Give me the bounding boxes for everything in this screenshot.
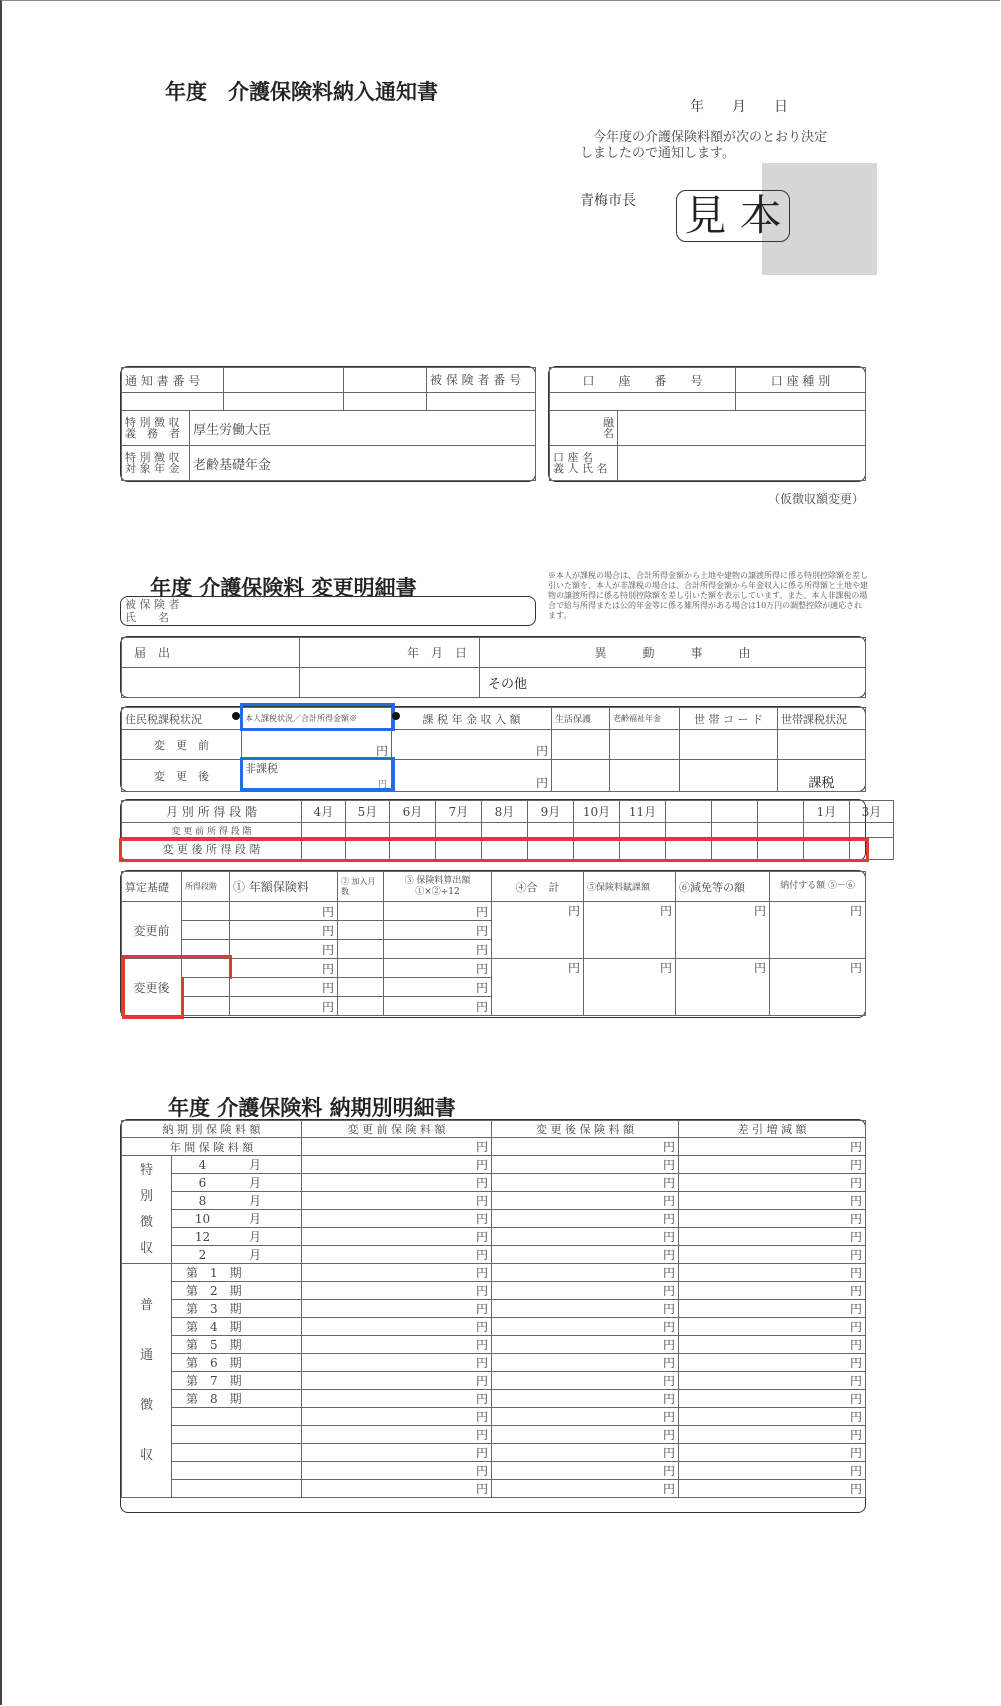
special-month-unit: 月 [248,1248,261,1262]
tax-header-household-code: 世 帯 コ ー ド [680,708,778,730]
yen-cell: 円 [302,1192,492,1210]
yen-cell: 円 [302,1372,492,1390]
normal-row [122,1462,866,1480]
month-header-2: 6月 [390,801,436,823]
special-month-unit: 月 [248,1158,261,1172]
special-row [122,1210,866,1228]
special-group-char: 収 [139,1240,153,1256]
yen-cell: 円 [679,1390,866,1408]
special-row [122,1246,866,1264]
yen-cell: 円 [302,1156,492,1174]
yen-cell: 円 [492,1426,679,1444]
notice-title: 年度 介護保険料納入通知書 [165,80,438,104]
special-month-num: 12 [194,1230,211,1244]
schedule-header-diff: 差 引 増 減 額 [679,1121,866,1138]
yen-cell: 円 [302,1264,492,1282]
normal-group-char: 通 [139,1347,153,1363]
calc-header-computed: ③ 保険料算出額 ①×②÷12 [384,872,492,902]
yen-cell: 円 [679,1264,866,1282]
normal-row [122,1264,866,1282]
blue-highlight-personal-header [240,703,395,731]
month-header-10 [758,801,804,823]
yen-cell: 円 [492,1372,679,1390]
calc-header-assessed: ⑤保険料賦課額 [584,872,676,902]
calc-header-total: ④合 計 [492,872,584,902]
yen-cell: 円 [302,1354,492,1372]
yen-cell: 円 [302,1390,492,1408]
special-group-char: 特 [139,1162,153,1178]
notification-label: 届 出 [122,638,300,668]
normal-period-label [172,1480,302,1498]
yen-cell: 円 [492,1210,679,1228]
calc-table: 算定基礎 所得段階 ① 年額保険料 ② 加入月数 ③ 保険料算出額 ①×②÷12 ④合 計 ⑤保険料賦課額 ⑥減免等の額 納付する額 ⑤－⑥ 変更前 円 円 円 円 円 円 円 円 円 円 変更後 円 円 円 円 円 円 円 円 円 円 [121,871,866,1016]
yen-cell: 円 [302,1480,492,1498]
special-month-num: 8 [198,1194,207,1208]
month-header-6: 10月 [574,801,620,823]
account-table [549,367,866,481]
special-row [122,1174,866,1192]
special-group-char: 徴 [139,1214,153,1230]
yen-cell: 円 [679,1192,866,1210]
month-header-3: 7月 [436,801,482,823]
month-before-cell-5 [528,823,574,838]
normal-row [122,1318,866,1336]
marker-dot-right [392,712,400,720]
schedule-title: 年度 介護保険料 納期別明細書 [168,1096,456,1120]
normal-collection-rows [122,1264,866,1498]
reason-label: 異 動 事 由 [480,638,866,668]
yen-cell: 円 [492,1264,679,1282]
normal-period-label [172,1426,302,1444]
yen-cell: 円 [302,1210,492,1228]
holder-label: 口 座 名 義 人 氏 名 [550,446,618,481]
month-before-cell-11 [804,823,850,838]
yen-cell: 円 [492,1156,679,1174]
yen-cell: 円 [679,1444,866,1462]
decision-text-2: しましたので通知します。 [580,146,735,161]
blue-highlight-nontaxable [240,757,395,791]
sample-stamp: 見 本 [676,190,790,242]
month-before-cell-7 [620,823,666,838]
month-before-cell-2 [390,823,436,838]
month-before-cell-0 [302,823,346,838]
yen-cell: 円 [679,1426,866,1444]
special-month-unit: 月 [248,1194,261,1208]
yen-cell: 円 [492,1282,679,1300]
yen-cell: 円 [679,1336,866,1354]
yen-cell: 円 [679,1228,866,1246]
month-before-cell-1 [346,823,390,838]
special-collection-rows [122,1156,866,1264]
month-before-cell-3 [436,823,482,838]
special-month-label [172,1228,302,1246]
normal-row [122,1426,866,1444]
yen-cell: 円 [302,1336,492,1354]
normal-row [122,1336,866,1354]
normal-period-label: 第 1 期 [172,1264,302,1282]
special-group-char: 別 [139,1188,153,1204]
yen-cell: 円 [302,1426,492,1444]
yen-cell: 円 [679,1354,866,1372]
calc-header-reduction: ⑥減免等の額 [676,872,770,902]
notice-date: 年 月 日 [690,99,788,115]
special-month-label [172,1156,302,1174]
normal-row [122,1300,866,1318]
special-month-num: 2 [198,1248,207,1262]
normal-group-char: 収 [139,1447,153,1463]
schedule-header-by-period: 納 期 別 保 険 料 額 [122,1121,302,1138]
normal-group-char: 徴 [139,1397,153,1413]
pension-value: 老齢基礎年金 [190,446,536,481]
normal-period-label: 第 2 期 [172,1282,302,1300]
insured-name-box [120,596,536,626]
withholder-label: 特 別 徴 収 義 務 者 [122,411,190,446]
yen-cell: 円 [302,1246,492,1264]
normal-row [122,1372,866,1390]
special-month-unit: 月 [248,1212,261,1226]
red-highlight-after-stage-bottom [122,977,184,1019]
special-row [122,1228,866,1246]
notification-table [121,637,866,698]
change-note: ※本人が課税の場合は、合計所得金額から土地や建物の譲渡所得に係る特別控除額を差し引いた額を、本人が非課税の場合は、合計所得金額から年金収入に係る所得額と土地や建物の譲渡所得に係る特別控除額を差し引いた額を表示しています。また、本人非課税の場合で給与所得または公的年金等に係る雑所得がある場合は10万円の調整控除が適応されます。 [548,571,868,620]
yen-cell: 円 [679,1318,866,1336]
month-header-1: 5月 [346,801,390,823]
tax-header-resident: 住民税課税状況 [122,708,242,730]
yen-cell: 円 [302,1282,492,1300]
insured-name-label: 被 保 険 者 氏 名 [125,598,180,624]
month-header-4: 8月 [482,801,528,823]
yen-cell: 円 [492,1318,679,1336]
tax-header-pension: 課 税 年 金 収 入 額 [392,708,552,730]
normal-period-label: 第 6 期 [172,1354,302,1372]
yen-cell: 円 [492,1192,679,1210]
normal-row [122,1282,866,1300]
marker-dot-left [232,712,240,720]
yen-cell: 円 [492,1408,679,1426]
normal-period-label [172,1444,302,1462]
account-no-label: 口 座 番 号 [550,368,736,393]
normal-row [122,1444,866,1462]
calc-after-label: 変更後 [122,959,182,1016]
yen-cell: 円 [679,1156,866,1174]
reason-value: その他 [480,668,866,698]
yen-cell: 円 [679,1300,866,1318]
month-header-9 [712,801,758,823]
yen-cell: 円 [492,1444,679,1462]
normal-period-label: 第 7 期 [172,1372,302,1390]
normal-period-label: 第 4 期 [172,1318,302,1336]
normal-period-label [172,1408,302,1426]
yen-cell: 円 [679,1408,866,1426]
yen-cell: 円 [679,1480,866,1498]
special-month-unit: 月 [248,1230,261,1244]
withholder-value: 厚生労働大臣 [190,411,536,446]
yen-cell: 円 [679,1462,866,1480]
mayor-label: 青梅市長 [580,193,636,209]
red-highlight-after-stage-top [122,955,232,979]
notification-date: 年 月 日 [300,638,480,668]
tax-header-household-status: 世帯課税状況 [778,708,866,730]
insured-no-label: 被 保 険 者 番 号 [427,368,536,393]
pension-label: 特 別 徴 収 対 象 年 金 [122,446,190,481]
month-before-cell-8 [666,823,712,838]
account-type-label: 口 座 種 別 [736,368,866,393]
schedule-annual-label: 年 間 保 険 料 額 [122,1138,302,1156]
yen-cell: 円 [302,1228,492,1246]
calc-before-label: 変更前 [122,902,182,959]
yen-cell: 円 [492,1336,679,1354]
yen-cell: 円 [302,1462,492,1480]
schedule-header-after: 変 更 後 保 険 料 額 [492,1121,679,1138]
month-header-5: 9月 [528,801,574,823]
yen-cell: 円 [679,1282,866,1300]
tax-after-label: 変 更 後 [122,760,242,792]
month-header-12: 3月 [850,801,894,823]
calc-header-stage: 所得段階 [182,872,230,902]
yen-cell: 円 [679,1210,866,1228]
month-before-cell-6 [574,823,620,838]
normal-collection-label [122,1264,172,1498]
normal-period-label: 第 8 期 [172,1390,302,1408]
yen-cell: 円 [679,1372,866,1390]
tax-after-status: 非課税 [245,762,278,775]
yen-cell: 円 [679,1246,866,1264]
special-month-num: 4 [198,1158,207,1172]
calc-header-annual: ① 年額保険料 [230,872,338,902]
special-month-num: 6 [198,1176,207,1190]
special-month-num: 10 [194,1212,211,1226]
yen-cell: 円 [302,1174,492,1192]
decision-text-1: 今年度の介護保険料額が次のとおり決定 [593,130,828,145]
special-month-label [172,1246,302,1264]
special-row [122,1192,866,1210]
month-header-7: 11月 [620,801,666,823]
schedule-header-before: 変 更 前 保 険 料 額 [302,1121,492,1138]
calc-header-payable: 納付する額 ⑤－⑥ [770,872,866,902]
month-before-cell-4 [482,823,528,838]
tax-before-label: 変 更 前 [122,730,242,760]
tax-after-status-cell: 非課税 円 [242,760,392,792]
normal-period-label: 第 5 期 [172,1336,302,1354]
normal-group-char: 普 [139,1297,153,1313]
yen-cell: 円 [679,1174,866,1192]
info-table [121,367,536,481]
normal-row [122,1390,866,1408]
special-month-label [172,1210,302,1228]
month-header-8 [666,801,712,823]
tax-header-old-age: 老齢福祉年金 [610,708,680,730]
yen-cell: 円 [492,1390,679,1408]
tax-header-welfare: 生活保護 [552,708,610,730]
month-before-cell-10 [758,823,804,838]
month-header-0: 4月 [302,801,346,823]
month-header-11: 1月 [804,801,850,823]
normal-row [122,1480,866,1498]
normal-period-label [172,1462,302,1480]
red-highlight-after-stage [119,838,869,862]
monthly-before-label: 変 更 前 所 得 段 階 [122,823,302,838]
yen-cell: 円 [302,1408,492,1426]
provisional-note: （仮徴収額変更） [768,492,865,506]
yen-cell: 円 [302,1318,492,1336]
month-before-cell-9 [712,823,758,838]
special-collection-label [122,1156,172,1264]
yen-cell: 円 [492,1300,679,1318]
notice-no-label: 通 知 書 番 号 [122,368,224,393]
special-month-unit: 月 [248,1176,261,1190]
monthly-after-label: 変 更 後 所 得 段 階 [122,838,302,860]
normal-period-label: 第 3 期 [172,1300,302,1318]
calc-header-months: ② 加入月数 [338,872,384,902]
month-before-cell-12 [850,823,894,838]
monthly-header-label: 月 別 所 得 段 階 [122,801,302,823]
yen-cell: 円 [492,1174,679,1192]
schedule-table: 納 期 別 保 険 料 額 変 更 前 保 険 料 額 変 更 後 保 険 料 額 差 引 増 減 額 年 間 保 険 料 額 円 円 円 特 別 徴 収 4 月 円 円 円 6 月 円 円 円 8 月 円 円 円 10 月 円 円 円 12 月 円 円 円 2 月 円 円 円 普 通 徴 収 第 1 期 円 円 円 第 2 期 円 円 円 第 3 期 円 円 円 第 4 期 円 円 円 第 5 期 円 円 円 第 6 期 円 円 円 第 7 期 円 円 円 第 8 期 円 円 円 円 円 円 円 円 円 円 円 円 円 円 円 円 円 円 [121,1120,866,1498]
special-month-label [172,1174,302,1192]
bank-label: 融 名 [550,411,618,446]
yen-cell: 円 [492,1480,679,1498]
yen-cell: 円 [492,1354,679,1372]
tax-header-personal: 本人課税状況／合計所得金額※ [242,708,392,730]
yen-cell: 円 [492,1462,679,1480]
tax-table: 住民税課税状況 本人課税状況／合計所得金額※ 課 税 年 金 収 入 額 生活保護 老齢福祉年金 世 帯 コ ー ド 世帯課税状況 変 更 前 円 円 変 更 後 非課税 円 円 課税 [121,707,866,792]
yen-cell: 円 [492,1246,679,1264]
yen-cell: 円 [302,1300,492,1318]
household-after-status: 課税 [778,760,866,792]
normal-row [122,1354,866,1372]
calc-header-base: 算定基礎 [122,872,182,902]
yen-cell: 円 [302,1444,492,1462]
change-title: 年度 介護保険料 変更明細書 [150,576,417,600]
yen-cell: 円 [492,1228,679,1246]
normal-row [122,1408,866,1426]
special-row [122,1156,866,1174]
special-month-label [172,1192,302,1210]
